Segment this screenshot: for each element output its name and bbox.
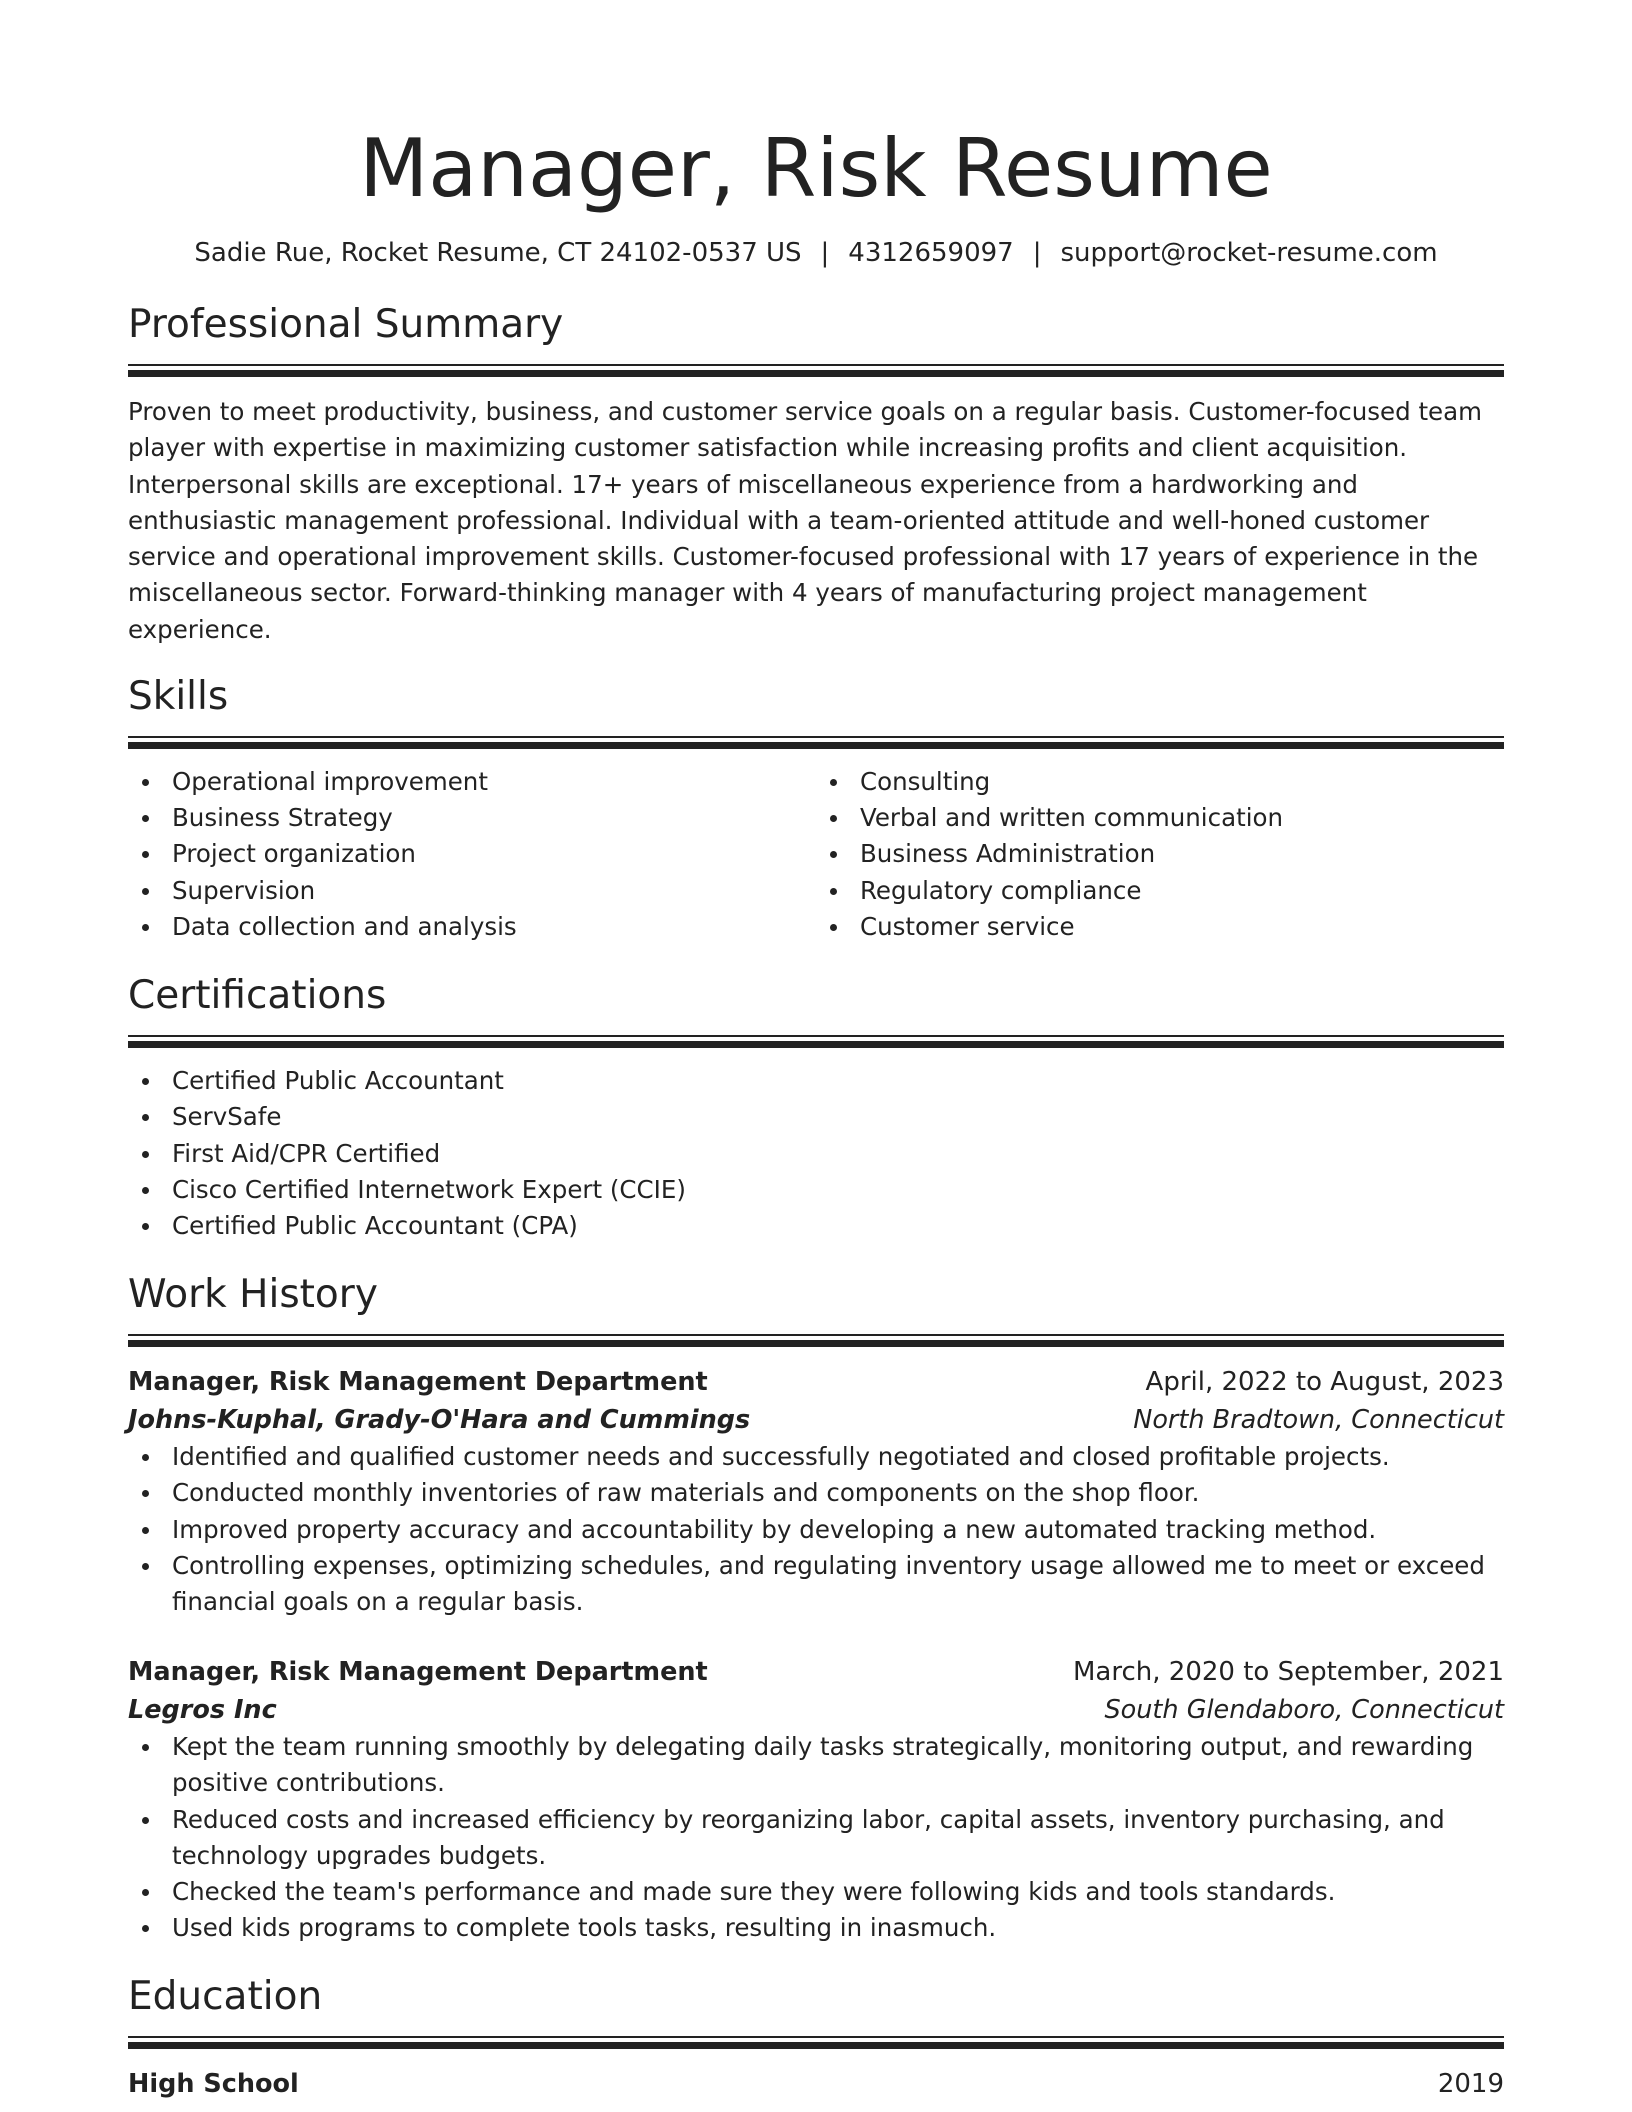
work-history-section: [128, 1270, 1504, 1946]
job-bullet: Kept the team running smoothly by delegating daily tasks strategically, monitoring output, and rewarding positive contributions.: [128, 1729, 1504, 1801]
job-dates: March, 2020 to September, 2021: [1073, 1657, 1504, 1688]
education-entry: [128, 2065, 1504, 2103]
certifications-section: [128, 971, 1504, 1244]
certification-item: ServSafe: [128, 1099, 1504, 1135]
skill-item: Project organization: [128, 836, 816, 872]
summary-section: [128, 300, 1504, 648]
job-header: [128, 1363, 1504, 1401]
contact-separator: |: [820, 238, 830, 268]
job-title: Manager, Risk Management Department: [128, 1367, 708, 1398]
contact-email[interactable]: support@rocket-resume.com: [1060, 238, 1438, 268]
section-divider: [128, 736, 1504, 749]
section-divider: [128, 1035, 1504, 1048]
skill-item: Supervision: [128, 873, 816, 909]
job-entry: [128, 1363, 1504, 1620]
certification-item: Cisco Certified Internetwork Expert (CCIE): [128, 1172, 1504, 1208]
skill-item: Verbal and written communication: [816, 800, 1504, 836]
skills-grid: [128, 764, 1504, 945]
job-bullet: Identified and qualified customer needs and successfully negotiated and closed profitable projects.: [128, 1439, 1504, 1475]
certifications-heading: Certifications: [128, 973, 387, 1019]
job-subheader: [128, 1691, 1504, 1729]
job-bullets: [128, 1439, 1504, 1620]
skills-list-right: [816, 764, 1504, 945]
job-header: [128, 1653, 1504, 1691]
contact-phone: 4312659097: [848, 238, 1014, 268]
summary-text: Proven to meet productivity, business, and customer service goals on a regular basis. Customer-focused team player with expertise in maximizing customer satisfaction while increasing profits and client acquisition. Interpersonal skills are exceptional. 17+ years of miscellaneous experience from a hardworking and enthusiastic management professional. Individual with a team-oriented attitude and well-honed customer service and operational improvement skills. Customer-focused professional with 17 years of experience in the miscellaneous sector. Forward-thinking manager with 4 years of manufacturing project management experience.: [128, 397, 1483, 644]
job-dates: April, 2022 to August, 2023: [1145, 1367, 1504, 1398]
job-location: South Glendaboro, Connecticut: [1104, 1695, 1504, 1726]
contact-line: [128, 236, 1504, 270]
work-history-heading: Work History: [128, 1272, 378, 1318]
skill-item: Operational improvement: [128, 764, 816, 800]
job-bullet: Checked the team's performance and made sure they were following kids and tools standards.: [128, 1874, 1504, 1910]
contact-separator: |: [1032, 238, 1042, 268]
skill-item: Data collection and analysis: [128, 909, 816, 945]
certification-item: First Aid/CPR Certified: [128, 1136, 1504, 1172]
skills-heading: Skills: [128, 674, 229, 720]
skills-section: [128, 672, 1504, 945]
job-bullet: Used kids programs to complete tools tasks, resulting in inasmuch.: [128, 1910, 1504, 1946]
job-entry: [128, 1653, 1504, 1946]
job-bullet: Conducted monthly inventories of raw materials and components on the shop floor.: [128, 1475, 1504, 1511]
job-company: Johns-Kuphal, Grady-O'Hara and Cummings: [128, 1405, 751, 1436]
job-bullet: Reduced costs and increased efficiency by reorganizing labor, capital assets, inventory purchasing, and technology upgrades budgets.: [128, 1802, 1504, 1874]
certification-item: Certified Public Accountant: [128, 1063, 1504, 1099]
job-company: Legros Inc: [128, 1695, 277, 1726]
skill-item: Customer service: [816, 909, 1504, 945]
certification-item: Certified Public Accountant (CPA): [128, 1208, 1504, 1244]
skill-item: Regulatory compliance: [816, 873, 1504, 909]
job-bullet: Controlling expenses, optimizing schedules, and regulating inventory usage allowed me to meet or exceed financial goals on a regular basis.: [128, 1548, 1504, 1620]
page-title: Manager, Risk Resume: [359, 122, 1273, 215]
skill-item: Business Strategy: [128, 800, 816, 836]
section-divider: [128, 1334, 1504, 1347]
education-year: 2019: [1437, 2069, 1504, 2100]
summary-heading: Professional Summary: [128, 302, 564, 347]
job-subheader: [128, 1401, 1504, 1439]
job-location: North Bradtown, Connecticut: [1133, 1405, 1504, 1436]
job-title: Manager, Risk Management Department: [128, 1657, 708, 1688]
skill-item: Business Administration: [816, 836, 1504, 872]
education-section: [128, 1972, 1504, 2103]
certifications-list: [128, 1063, 1504, 1244]
skills-list-left: [128, 764, 816, 945]
education-degree: High School: [128, 2069, 299, 2100]
skill-item: Consulting: [816, 764, 1504, 800]
job-bullets: [128, 1729, 1504, 1946]
education-heading: Education: [128, 1974, 323, 2020]
job-bullet: Improved property accuracy and accountability by developing a new automated tracking method.: [128, 1512, 1504, 1548]
section-divider: [128, 2036, 1504, 2049]
section-divider: [128, 364, 1504, 377]
contact-address: Sadie Rue, Rocket Resume, CT 24102-0537 US: [194, 238, 802, 268]
